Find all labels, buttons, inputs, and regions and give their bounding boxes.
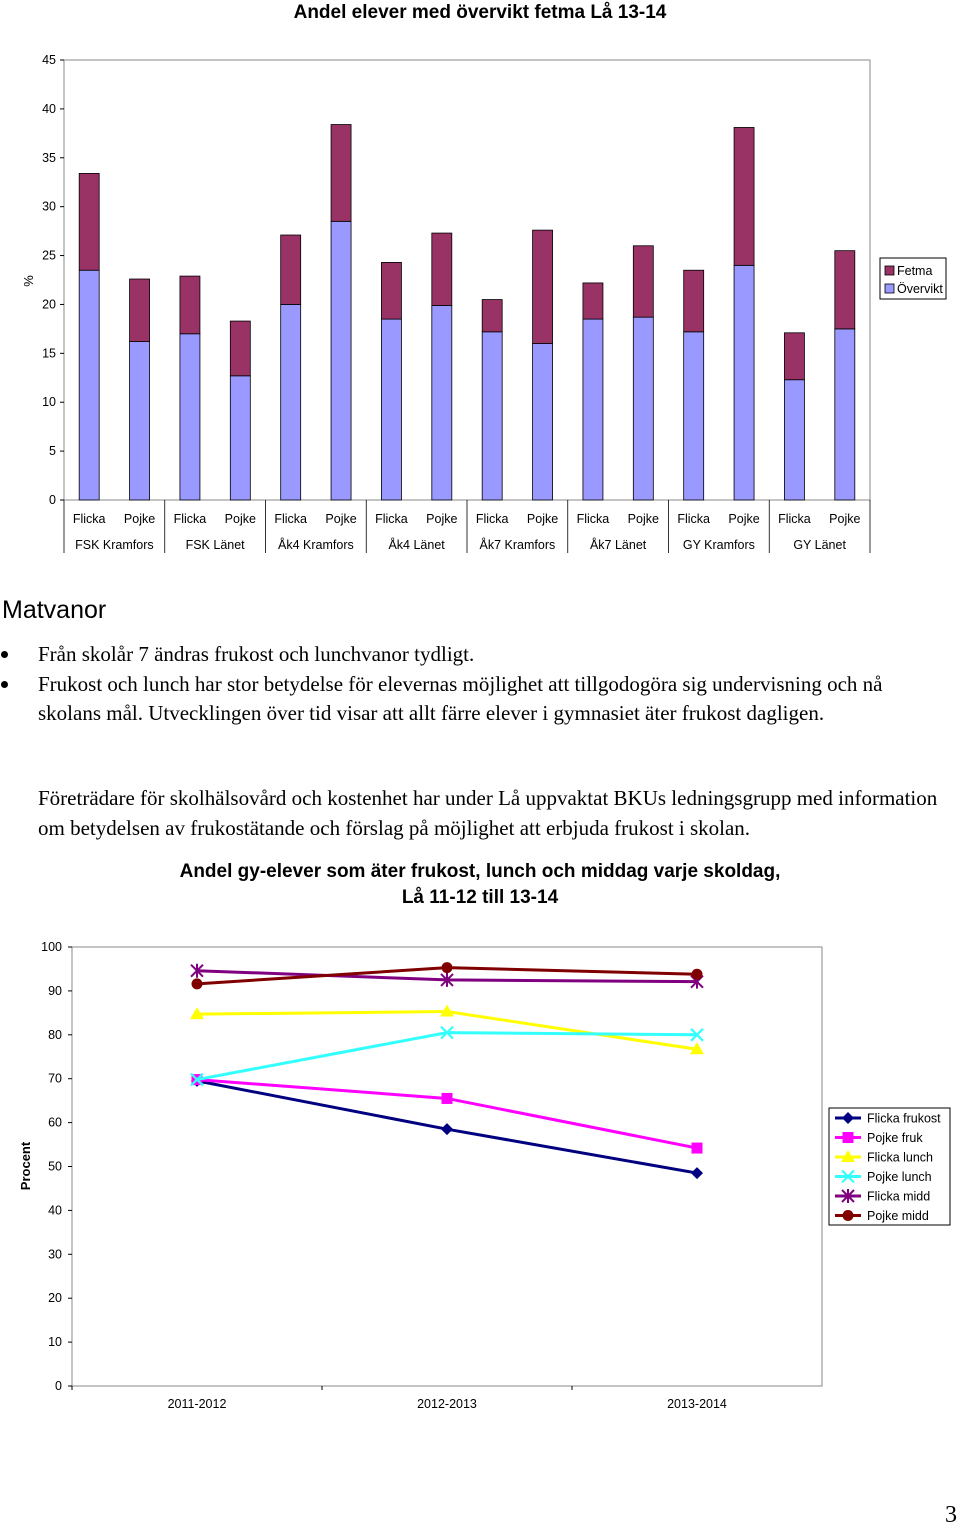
x-group-label: Åk4 Kramfors (278, 538, 354, 552)
data-point (692, 969, 703, 980)
bar-segment (784, 333, 804, 380)
data-point (442, 1093, 453, 1104)
bar-chart-title: Andel elever med övervikt fetma Lå 13-14 (293, 2, 667, 23)
y-tick-label: 40 (48, 1203, 62, 1218)
x-category-label: Flicka (173, 512, 207, 526)
bar-segment (482, 300, 502, 332)
bar-segment (734, 265, 754, 500)
legend-swatch-fetma (885, 266, 894, 275)
data-point (192, 978, 203, 989)
bar-segment (533, 344, 553, 500)
legend-label-overvikt: Övervikt (897, 282, 943, 296)
bar-segment (583, 319, 603, 500)
y-tick-label: 60 (48, 1115, 62, 1130)
page-number: 3 (945, 1502, 957, 1528)
x-group-label: GY Kramfors (682, 538, 755, 552)
y-tick-label: 20 (42, 297, 56, 312)
x-category-label: Flicka (778, 512, 811, 526)
x-category-label: Pojke (526, 512, 559, 526)
bar-segment (230, 376, 250, 500)
x-tick-label: 2012-2013 (417, 1397, 477, 1410)
bar-segment (130, 279, 150, 342)
bar-segment (79, 173, 99, 270)
bar-segment (331, 221, 351, 500)
obesity-bar-chart (0, 0, 960, 560)
x-group-label: Åk7 Kramfors (479, 538, 556, 552)
line-plot-area (41, 940, 822, 1410)
bar-segment (482, 332, 502, 500)
bar-segment (633, 246, 653, 317)
x-group-label: Åk4 Länet (388, 538, 445, 552)
bar-plot-area (42, 53, 870, 553)
x-group-label: GY Länet (793, 538, 846, 552)
y-tick-label: 10 (42, 395, 56, 410)
y-tick-label: 50 (48, 1159, 62, 1174)
bar-segment (432, 233, 452, 305)
x-category-label: Flicka (677, 512, 711, 526)
data-point (692, 1143, 703, 1154)
bullet-list (0, 640, 950, 729)
bar-chart-y-axis-label: % (21, 275, 36, 287)
line-chart-y-axis-label: Procent (18, 1141, 33, 1191)
bar-segment (130, 342, 150, 500)
bar-chart-legend (880, 258, 946, 299)
x-category-label: Flicka (576, 512, 610, 526)
body-paragraph: Företrädare för skolhälsovård och kostenhet har under Lå uppvaktat BKUs ledningsgrupp med information om betydelsen av frukostätande och förslag på möjlighet att erbjuda frukost i skolan. (38, 786, 938, 840)
bar-segment (180, 334, 200, 500)
x-tick-label: 2013-2014 (667, 1397, 727, 1410)
bar-segment (281, 235, 301, 304)
x-tick-label: 2011-2012 (167, 1397, 227, 1410)
bar-segment (331, 125, 351, 222)
bar-segment (432, 305, 452, 500)
y-tick-label: 20 (48, 1291, 62, 1306)
x-category-label: Flicka (274, 512, 308, 526)
x-category-label: Pojke (224, 512, 256, 526)
legend-marker (843, 1132, 854, 1143)
bar-segment (734, 127, 754, 265)
bullet-item: Från skolår 7 ändras frukost och lunchvanor tydligt. (0, 640, 950, 670)
x-group-label: Åk7 Länet (589, 538, 647, 552)
x-category-label: Pojke (123, 512, 156, 526)
y-tick-label: 70 (48, 1071, 62, 1086)
legend-label: Pojke fruk (867, 1131, 923, 1145)
bar-segment (784, 380, 804, 500)
legend-label: Flicka frukost (867, 1111, 941, 1126)
y-tick-label: 10 (48, 1335, 62, 1350)
legend-label: Flicka midd (867, 1189, 931, 1204)
bar-segment (633, 317, 653, 500)
line-chart-title-line2: Lå 11-12 till 13-14 (401, 887, 559, 908)
x-category-label: Flicka (475, 512, 509, 526)
bar-segment (583, 283, 603, 319)
x-category-label: Pojke (728, 512, 760, 526)
legend-label: Pojke lunch (867, 1170, 932, 1184)
x-category-label: Pojke (627, 512, 659, 526)
y-tick-label: 80 (48, 1027, 62, 1042)
y-tick-label: 0 (55, 1379, 62, 1393)
y-tick-label: 30 (48, 1247, 62, 1262)
bar-segment (381, 262, 401, 319)
x-category-label: Pojke (426, 512, 458, 526)
y-tick-label: 0 (49, 493, 56, 507)
bar-segment (230, 321, 250, 376)
line-chart-legend (829, 1108, 950, 1225)
bullet-item: Frukost och lunch har stor betydelse för elevernas möjlighet att tillgodogöra sig undervisning och nå skolans mål. Utvecklingen över tid visar att allt färre elever i gymnasiet äter frukost dagligen. (0, 670, 950, 729)
y-tick-label: 5 (49, 444, 56, 459)
legend-label: Flicka lunch (867, 1150, 933, 1165)
x-category-label: Pojke (829, 512, 861, 526)
legend-label: Pojke midd (867, 1209, 929, 1223)
bar-segment (835, 329, 855, 500)
bar-segment (180, 276, 200, 334)
data-point (442, 962, 453, 973)
x-category-label: Flicka (375, 512, 408, 526)
bar-segment (533, 230, 553, 343)
x-category-label: Pojke (325, 512, 357, 526)
line-chart-title: Andel gy-elever som äter frukost, lunch och middag varje skoldag, (179, 861, 781, 882)
x-group-label: FSK Kramfors (75, 538, 154, 552)
bar-segment (79, 270, 99, 500)
y-tick-label: 45 (42, 53, 56, 67)
legend-label-fetma: Fetma (897, 264, 933, 278)
bar-segment (684, 270, 704, 332)
bar-segment (381, 319, 401, 500)
bar-segment (835, 251, 855, 329)
y-tick-label: 40 (42, 101, 56, 116)
meal-habits-line-chart (0, 850, 960, 1410)
y-tick-label: 15 (42, 346, 56, 361)
y-tick-label: 25 (42, 248, 56, 263)
x-group-label: FSK Länet (185, 538, 245, 552)
bar-segment (684, 332, 704, 500)
legend-marker (843, 1210, 854, 1221)
y-tick-label: 100 (41, 940, 62, 954)
legend-swatch-overvikt (885, 284, 894, 293)
y-tick-label: 90 (48, 983, 62, 998)
bar-segment (281, 304, 301, 500)
y-tick-label: 30 (42, 199, 56, 214)
section-heading: Matvanor (2, 596, 107, 624)
x-category-label: Flicka (72, 512, 106, 526)
y-tick-label: 35 (42, 150, 56, 165)
